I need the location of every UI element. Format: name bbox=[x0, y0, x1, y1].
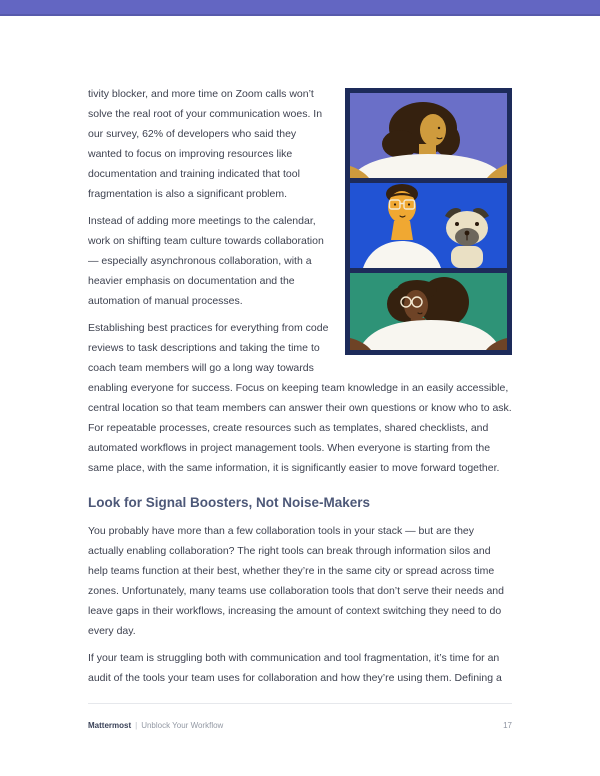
footer-doc-title: Unblock Your Workflow bbox=[141, 721, 224, 730]
footer-divider bbox=[88, 703, 512, 704]
page-header-bar bbox=[0, 0, 600, 16]
body-paragraph: If your team is struggling both with communication and tool fragmentation, it’s time for an audit of the tools your team uses for collaboration and how they’re using them. Defining a bbox=[88, 652, 502, 684]
article-content bbox=[88, 84, 512, 695]
video-panel-woman bbox=[350, 93, 507, 178]
body-paragraph: Instead of adding more meetings to the calendar, work on shifting team culture towards collaboration — especially asynchronous collaboration, with a heavier emphasis on documentation and the automation of manual processes. bbox=[88, 215, 324, 307]
footer-page-number: 17 bbox=[503, 721, 512, 730]
section-heading: Look for Signal Boosters, Not Noise-Makers bbox=[88, 495, 371, 510]
team-video-call-illustration bbox=[345, 88, 512, 355]
footer-separator: | bbox=[135, 721, 138, 730]
video-panel-man-and-pug bbox=[350, 183, 507, 268]
video-panel-person-glasses bbox=[350, 273, 507, 350]
page-footer bbox=[88, 721, 512, 730]
video-call-grid-graphic bbox=[345, 88, 512, 355]
footer-left-group bbox=[88, 721, 223, 730]
body-paragraph: tivity blocker, and more time on Zoom calls won’t solve the real root of your communication woes. In our survey, 62% of developers who said they wanted to focus on improving resources like documentation and training indicated that tool fragmentation is also a significant problem. bbox=[88, 88, 323, 200]
body-paragraph: Establishing best practices for everything from code reviews to task descriptions and taking the time to coach team members will go a long way towards enabling everyone for success. Focus on keeping team knowledge in an easily accessible, central location so that team members can answer their own questions or know who to ask. For repeatable processes, create resources such as templates, shared checklists, and automated workflows in project management tools. When everyone is starting from the same place, with the same information, it is significantly easier to move forward together. bbox=[88, 322, 512, 474]
pug-figure bbox=[445, 208, 489, 268]
footer-brand: Mattermost bbox=[88, 721, 132, 730]
body-paragraph: You probably have more than a few collaboration tools in your stack — but are they actually enabling collaboration? The right tools can break through information silos and help teams function at their best, whether they’re in the same city or spread across time zones. Unfortunately, many teams use collaboration tools that don’t serve their needs and leave gaps in their workflows, increasing the amount of context switching they need to do every day. bbox=[88, 525, 504, 637]
